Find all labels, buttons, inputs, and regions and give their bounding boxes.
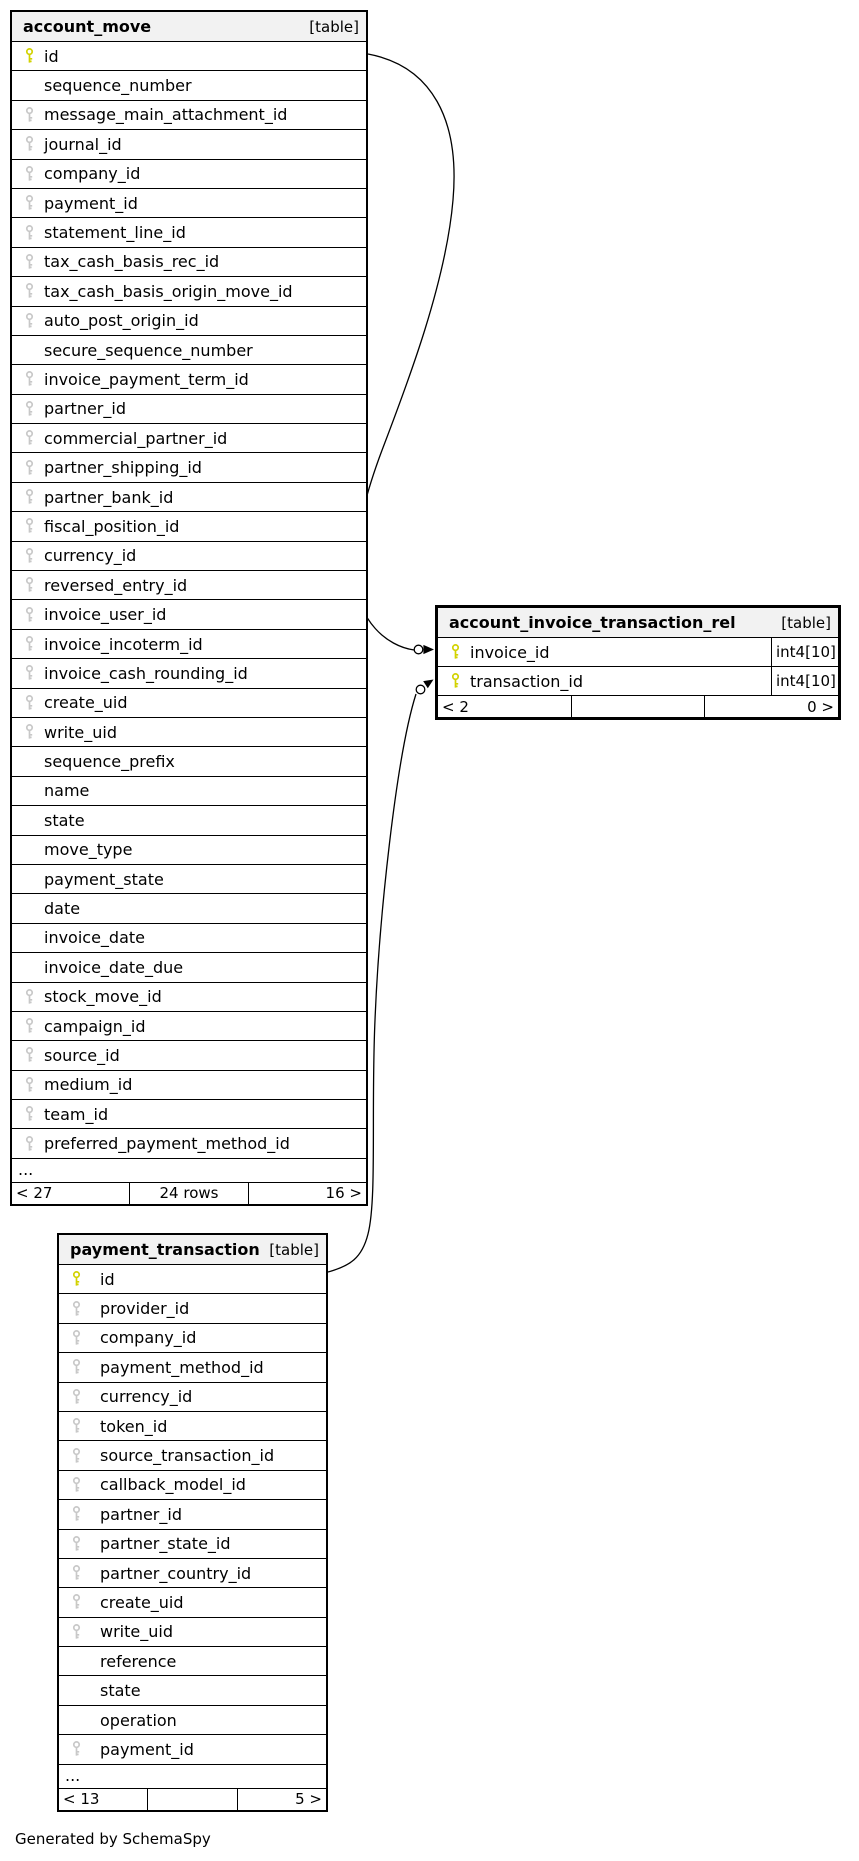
footer-row-count (148, 1789, 237, 1810)
foreign-key-icon (25, 401, 44, 417)
column-name: callback_model_id (100, 1475, 246, 1495)
column-name: tax_cash_basis_origin_move_id (44, 281, 293, 301)
column-row-commercial_partner_id (12, 424, 366, 453)
column-name: sequence_prefix (44, 752, 175, 772)
foreign-key-icon (72, 1448, 100, 1464)
foreign-key-icon (25, 1106, 44, 1122)
column-type: int4[10] (771, 638, 838, 666)
column-row-campaign_id (12, 1012, 366, 1041)
column-row-reversed_entry_id (12, 571, 366, 600)
column-row-source_id (12, 1041, 366, 1070)
table-type-badge: [table] (309, 17, 359, 36)
column-row-statement_line_id (12, 218, 366, 247)
foreign-key-icon (25, 548, 44, 564)
foreign-key-icon (72, 1506, 100, 1522)
column-name: stock_move_id (44, 987, 162, 1007)
column-row-transaction_id (438, 667, 838, 696)
column-name: write_uid (44, 722, 117, 742)
foreign-key-icon (72, 1301, 100, 1317)
primary-key-icon (451, 644, 470, 660)
table-header (59, 1235, 326, 1265)
column-row-sequence_number (12, 71, 366, 100)
column-row-payment_method_id (59, 1353, 326, 1382)
foreign-key-icon (25, 489, 44, 505)
column-name: payment_id (100, 1739, 194, 1759)
foreign-key-icon (25, 724, 44, 740)
primary-key-icon (25, 48, 44, 64)
column-name: id (44, 46, 59, 66)
arrowhead-icon (423, 680, 433, 689)
column-row-partner_id (12, 395, 366, 424)
footer-related-right: 5 > (295, 1790, 322, 1809)
column-row-tax_cash_basis_rec_id (12, 248, 366, 277)
column-name: invoice_date_due (44, 957, 184, 977)
foreign-key-icon (72, 1624, 100, 1640)
column-row-sequence_prefix (12, 747, 366, 776)
arrowhead-icon (423, 645, 434, 654)
column-row-date (12, 894, 366, 923)
footer-row-count (572, 696, 706, 717)
column-name: reversed_entry_id (44, 575, 188, 595)
foreign-key-icon (72, 1359, 100, 1375)
column-row-invoice_incoterm_id (12, 630, 366, 659)
foreign-key-icon (72, 1741, 100, 1757)
column-row-token_id (59, 1412, 326, 1441)
column-name: tax_cash_basis_rec_id (44, 252, 220, 272)
foreign-key-icon (72, 1330, 100, 1346)
column-name: payment_state (44, 869, 164, 889)
column-row-id (59, 1265, 326, 1294)
table-header (12, 12, 366, 42)
column-name: currency_id (44, 546, 137, 566)
column-row-currency_id (59, 1383, 326, 1412)
column-row-preferred_payment_method_id (12, 1129, 366, 1158)
foreign-key-icon (25, 430, 44, 446)
column-row-name (12, 777, 366, 806)
column-name: partner_country_id (100, 1563, 252, 1583)
footer-related-left: < 27 (12, 1183, 130, 1204)
primary-key-icon (451, 673, 470, 689)
foreign-key-icon (25, 665, 44, 681)
column-row-secure_sequence_number (12, 336, 366, 365)
truncated-columns-indicator: ... (12, 1159, 366, 1183)
table-footer (12, 1183, 366, 1204)
column-row-write_uid (59, 1618, 326, 1647)
foreign-key-icon (25, 1047, 44, 1063)
column-row-currency_id (12, 542, 366, 571)
column-row-state (12, 806, 366, 835)
column-name: transaction_id (470, 671, 583, 691)
column-list (438, 638, 838, 696)
column-name: medium_id (44, 1075, 133, 1095)
foreign-key-icon (25, 636, 44, 652)
column-name: invoice_cash_rounding_id (44, 663, 248, 683)
column-row-message_main_attachment_id (12, 101, 366, 130)
table-node-account-move[interactable] (10, 10, 368, 1206)
column-row-operation (59, 1706, 326, 1735)
column-name: operation (100, 1710, 177, 1730)
column-name: invoice_payment_term_id (44, 369, 249, 389)
column-row-auto_post_origin_id (12, 307, 366, 336)
column-name: secure_sequence_number (44, 340, 253, 360)
foreign-key-icon (25, 1077, 44, 1093)
column-row-tax_cash_basis_origin_move_id (12, 277, 366, 306)
column-row-fiscal_position_id (12, 512, 366, 541)
table-footer (59, 1789, 326, 1810)
foreign-key-icon (25, 107, 44, 123)
column-name: name (44, 781, 90, 801)
table-node-account-invoice-transaction-rel[interactable] (435, 605, 841, 720)
column-name: source_id (44, 1045, 120, 1065)
column-name: invoice_id (470, 642, 550, 662)
column-row-journal_id (12, 130, 366, 159)
column-row-team_id (12, 1100, 366, 1129)
zero-cardinality-circle (416, 685, 425, 694)
foreign-key-icon (72, 1594, 100, 1610)
table-type-badge: [table] (269, 1240, 319, 1259)
foreign-key-icon (72, 1389, 100, 1405)
foreign-key-icon (72, 1477, 100, 1493)
column-name: provider_id (100, 1299, 190, 1319)
column-row-move_type (12, 836, 366, 865)
column-name: state (44, 810, 85, 830)
foreign-key-icon (25, 195, 44, 211)
column-row-invoice_payment_term_id (12, 365, 366, 394)
relationship-line-account-move-invoice (356, 54, 454, 654)
column-row-partner_bank_id (12, 483, 366, 512)
zero-cardinality-circle (414, 645, 423, 654)
column-row-partner_shipping_id (12, 453, 366, 482)
foreign-key-icon (25, 225, 44, 241)
foreign-key-icon (25, 989, 44, 1005)
column-name: id (100, 1269, 115, 1289)
foreign-key-icon (72, 1418, 100, 1434)
column-row-create_uid (59, 1588, 326, 1617)
foreign-key-icon (25, 1136, 44, 1152)
column-name: reference (100, 1651, 177, 1671)
foreign-key-icon (25, 460, 44, 476)
column-name: fiscal_position_id (44, 516, 180, 536)
column-name: preferred_payment_method_id (44, 1134, 290, 1154)
column-row-invoice_id (438, 638, 838, 667)
column-name: sequence_number (44, 76, 192, 96)
column-row-source_transaction_id (59, 1441, 326, 1470)
column-name: partner_bank_id (44, 487, 174, 507)
column-name: partner_state_id (100, 1534, 231, 1554)
column-name: payment_method_id (100, 1357, 264, 1377)
column-name: payment_id (44, 193, 138, 213)
foreign-key-icon (25, 695, 44, 711)
foreign-key-icon (72, 1536, 100, 1552)
table-title[interactable]: account_move (23, 17, 152, 36)
foreign-key-icon (25, 577, 44, 593)
column-row-invoice_date (12, 924, 366, 953)
column-row-callback_model_id (59, 1471, 326, 1500)
column-row-create_uid (12, 689, 366, 718)
column-name: journal_id (44, 134, 122, 154)
column-row-reference (59, 1647, 326, 1676)
column-row-company_id (59, 1324, 326, 1353)
column-name: source_transaction_id (100, 1446, 275, 1466)
column-name: invoice_user_id (44, 605, 167, 625)
column-row-partner_id (59, 1500, 326, 1529)
column-name: state (100, 1681, 141, 1701)
table-title[interactable]: payment_transaction (70, 1240, 260, 1259)
column-row-state (59, 1676, 326, 1705)
column-row-payment_id (59, 1735, 326, 1764)
column-name: campaign_id (44, 1016, 146, 1036)
column-row-partner_state_id (59, 1530, 326, 1559)
column-name: partner_shipping_id (44, 458, 202, 478)
column-row-partner_country_id (59, 1559, 326, 1588)
column-row-payment_state (12, 865, 366, 894)
column-row-invoice_user_id (12, 600, 366, 629)
column-name: invoice_incoterm_id (44, 634, 203, 654)
foreign-key-icon (25, 166, 44, 182)
column-row-id (12, 42, 366, 71)
foreign-key-icon (25, 254, 44, 270)
column-name: company_id (44, 164, 141, 184)
column-row-payment_id (12, 189, 366, 218)
column-row-stock_move_id (12, 983, 366, 1012)
primary-key-icon (72, 1271, 100, 1287)
column-name: company_id (100, 1328, 197, 1348)
generator-credit: Generated by SchemaSpy (15, 1830, 211, 1848)
column-name: invoice_date (44, 928, 146, 948)
foreign-key-icon (25, 371, 44, 387)
column-name: commercial_partner_id (44, 428, 228, 448)
foreign-key-icon (25, 518, 44, 534)
column-name: team_id (44, 1104, 109, 1124)
column-name: create_uid (100, 1592, 184, 1612)
foreign-key-icon (25, 607, 44, 623)
footer-related-right: 16 > (325, 1184, 362, 1203)
footer-related-right: 0 > (807, 697, 835, 716)
table-node-payment-transaction[interactable] (57, 1233, 328, 1812)
column-row-medium_id (12, 1071, 366, 1100)
column-name: currency_id (100, 1387, 193, 1407)
foreign-key-icon (25, 283, 44, 299)
column-name: create_uid (44, 693, 128, 713)
truncated-columns-indicator: ... (59, 1765, 326, 1789)
foreign-key-icon (72, 1565, 100, 1581)
foreign-key-icon (25, 1018, 44, 1034)
table-type-badge: [table] (781, 613, 831, 632)
column-type: int4[10] (771, 667, 838, 695)
column-row-invoice_date_due (12, 953, 366, 982)
column-name: statement_line_id (44, 223, 186, 243)
table-title[interactable]: account_invoice_transaction_rel (449, 613, 736, 632)
column-name: move_type (44, 840, 133, 860)
footer-row-count: 24 rows (130, 1183, 248, 1204)
column-list (12, 42, 366, 1183)
column-list (59, 1265, 326, 1789)
column-name: partner_id (100, 1504, 182, 1524)
foreign-key-icon (25, 136, 44, 152)
column-row-provider_id (59, 1294, 326, 1323)
column-name: message_main_attachment_id (44, 105, 288, 125)
footer-related-left: < 2 (438, 696, 572, 717)
column-name: write_uid (100, 1622, 173, 1642)
table-header (438, 608, 838, 638)
table-footer (438, 696, 838, 717)
foreign-key-icon (25, 313, 44, 329)
footer-related-left: < 13 (59, 1789, 148, 1810)
column-name: token_id (100, 1416, 168, 1436)
column-row-company_id (12, 160, 366, 189)
column-row-invoice_cash_rounding_id (12, 659, 366, 688)
column-name: auto_post_origin_id (44, 311, 199, 331)
column-name: date (44, 899, 81, 919)
column-name: partner_id (44, 399, 126, 419)
column-row-write_uid (12, 718, 366, 747)
